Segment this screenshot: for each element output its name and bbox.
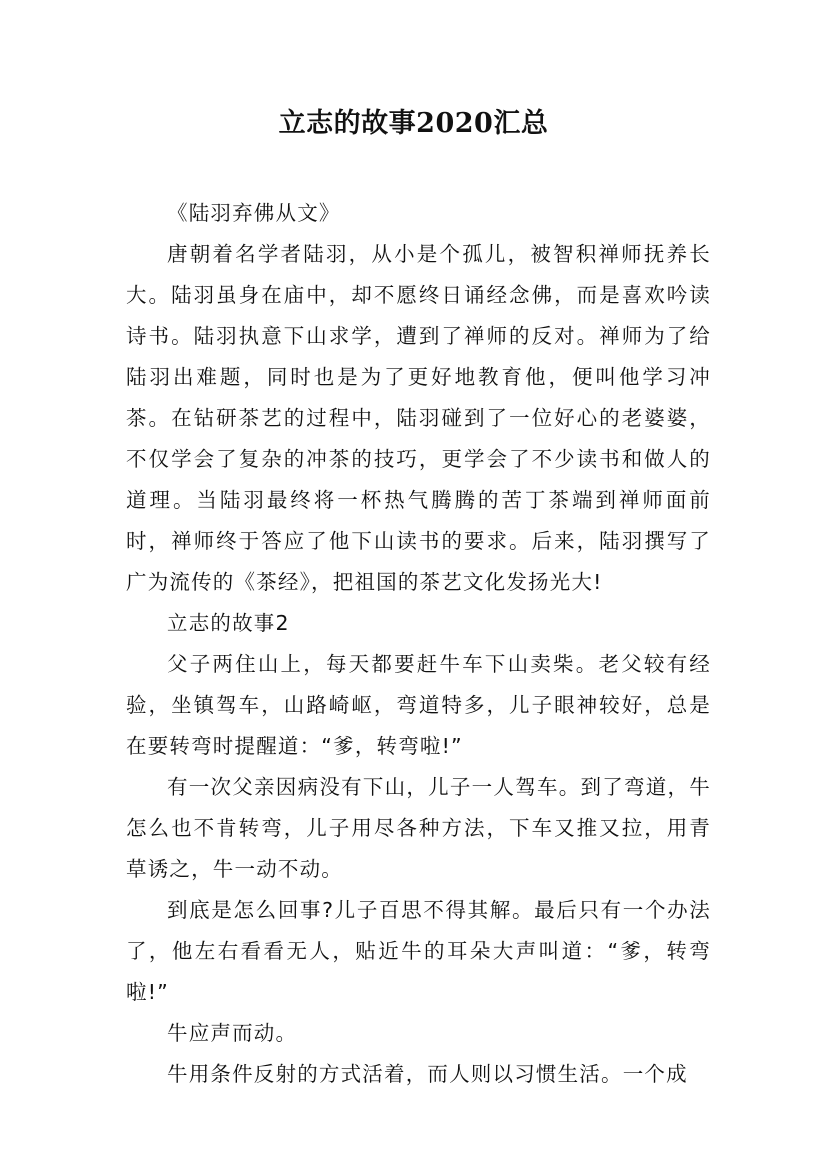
page-title: 立志的故事2020汇总 bbox=[278, 108, 549, 139]
paragraph: 父子两住山上，每天都要赶牛车下山卖柴。老父较有经验，坐镇驾车，山路崎岖，弯道特多，儿子眼神较好，总是在要转弯时提醒道：“爹，转弯啦!” bbox=[126, 652, 711, 758]
paragraph: 牛应声而动。 bbox=[167, 1021, 298, 1045]
paragraph-story-title: 《陆羽弃佛从文》 bbox=[167, 201, 341, 225]
paragraph: 有一次父亲因病没有下山，儿子一人驾车。到了弯道，牛怎么也不肯转弯，儿子用尽各种方法，下车又推又拉，用青草诱之，牛一动不动。 bbox=[126, 775, 711, 881]
paragraph: 唐朝着名学者陆羽，从小是个孤儿，被智积禅师抚养长大。陆羽虽身在庙中，却不愿终日诵经念佛，而是喜欢吟读诗书。陆羽执意下山求学，遭到了禅师的反对。禅师为了给陆羽出难题，同时也是为了更好地教育他，便叫他学习冲茶。在钻研茶艺的过程中，陆羽碰到了一位好心的老婆婆，不仅学会了复杂的冲茶的技巧，更学会了不少读书和做人的道理。当陆羽最终将一杯热气腾腾的苦丁茶端到禅师面前时，禅师终于答应了他下山读书的要求。后来，陆羽撰写了广为流传的《茶经》，把祖国的茶艺文化发扬光大! bbox=[126, 242, 711, 594]
paragraph-section-title: 立志的故事2 bbox=[167, 611, 290, 635]
paragraph: 牛用条件反射的方式活着，而人则以习惯生活。一个成 bbox=[167, 1062, 688, 1086]
paragraph: 到底是怎么回事?儿子百思不得其解。最后只有一个办法了，他左右看看无人，贴近牛的耳朵大声叫道：“爹，转弯啦!” bbox=[126, 898, 711, 1004]
document-body bbox=[126, 193, 711, 1095]
